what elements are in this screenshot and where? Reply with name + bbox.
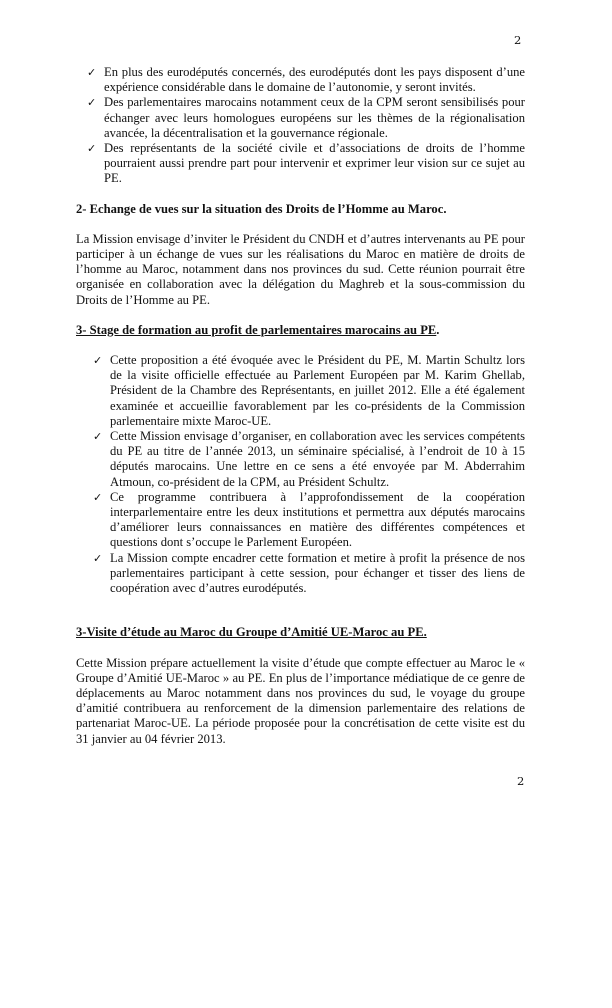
list-item: ✓ Des parlementaires marocains notamment ceux de la CPM seront sensibilisés pour échanger avec leurs homologues européens sur les thèmes de la régionalisation avancée, la décentralisation et la gouvernance régionale. bbox=[87, 95, 525, 140]
section-3-heading: 3- Stage de formation au profit de parlementaires marocains au PE. bbox=[76, 322, 440, 337]
list-item: ✓ Cette Mission envisage d’organiser, en collaboration avec les services compétents du PE au titre de l’année 2013, un séminaire spécialisé, à l’endroit de 10 à 15 députés marocains. Une lettre en ce sens a été envoyée par M. Abderrahim Atmoun, co-président de la CPM, au Président Schultz. bbox=[93, 429, 525, 489]
check-mark-icon: ✓ bbox=[87, 66, 97, 79]
section-4-heading: 3-Visite d’étude au Maroc du Groupe d’Amitié UE-Maroc au PE. bbox=[76, 625, 427, 640]
check-mark-icon: ✓ bbox=[93, 430, 103, 444]
list-item: ✓ Ce programme contribuera à l’approfondissement de la coopération interparlementaire entre les deux institutions et permettra aux députés marocains d’améliorer leurs connaissances en matière des différentes compétences et questions dont s’occupe le Parlement Européen. bbox=[93, 489, 525, 550]
section-3-checklist bbox=[82, 353, 525, 596]
check-mark-icon: ✓ bbox=[93, 551, 103, 565]
list-item: ✓ Cette proposition a été évoquée avec le Président du PE, M. Martin Schultz lors de la visite officielle effectuée au Parlement Européen par M. Karim Ghellab, Président de la Chambre des Représentants, en juillet 2012. Elle a été également examinée et accueillie favorablement par les co-présidents de la Commission parlementaire mixte Maroc-UE. bbox=[93, 353, 525, 428]
check-mark-icon: ✓ bbox=[93, 490, 103, 504]
section-4-paragraph: Cette Mission prépare actuellement la visite d’étude que compte effectuer au Maroc le « Groupe d’Amitié UE-Maroc » au PE. En plus de l’importance médiatique de ce genre de déplacements au Maroc notamment dans nos provinces du sud, le voyage du groupe d’amitié contribuera au renforcement de la dimension parlementaire des relations de partenariat Maroc-UE. La période proposée pour la concrétisation de cette visite est du 31 janvier au 04 février 2013. bbox=[76, 655, 525, 746]
intro-checklist bbox=[76, 65, 525, 187]
check-mark-icon: ✓ bbox=[87, 96, 97, 110]
page-number-header: 2 bbox=[514, 33, 522, 47]
list-item: ✓ En plus des eurodéputés concernés, des eurodéputés dont les pays disposent d’une expérience considérable dans le domaine de l’autonomie, y seront invités. bbox=[87, 65, 525, 95]
page-content bbox=[76, 65, 525, 747]
check-mark-icon: ✓ bbox=[93, 354, 103, 368]
page-number-footer: 2 bbox=[517, 774, 525, 788]
list-item: ✓ Des représentants de la société civile et d’associations de droits de l’homme pourraient aussi prendre part pour intervenir et exprimer leur vision sur ce sujet au PE. bbox=[87, 141, 525, 186]
list-item: ✓ La Mission compte encadrer cette formation et metire à profit la présence de nos parlementaires participant à cette session, pour échanger et tisser des liens de coopération avec d’autres eurodéputés. bbox=[93, 550, 525, 596]
section-2-heading: 2- Echange de vues sur la situation des Droits de l’Homme au Maroc. bbox=[76, 201, 447, 216]
check-mark-icon: ✓ bbox=[87, 142, 97, 156]
section-2-paragraph: La Mission envisage d’inviter le Président du CNDH et d’autres intervenants au PE pour participer à un échange de vues sur les réalisations du Maroc en matière de droits de l’homme au Maroc, notamment dans nos provinces du sud. Cette réunion pourrait être organisée en collaboration avec la délégation du Maghreb et la sous-commission du Droits de l’Homme au PE. bbox=[76, 231, 525, 307]
